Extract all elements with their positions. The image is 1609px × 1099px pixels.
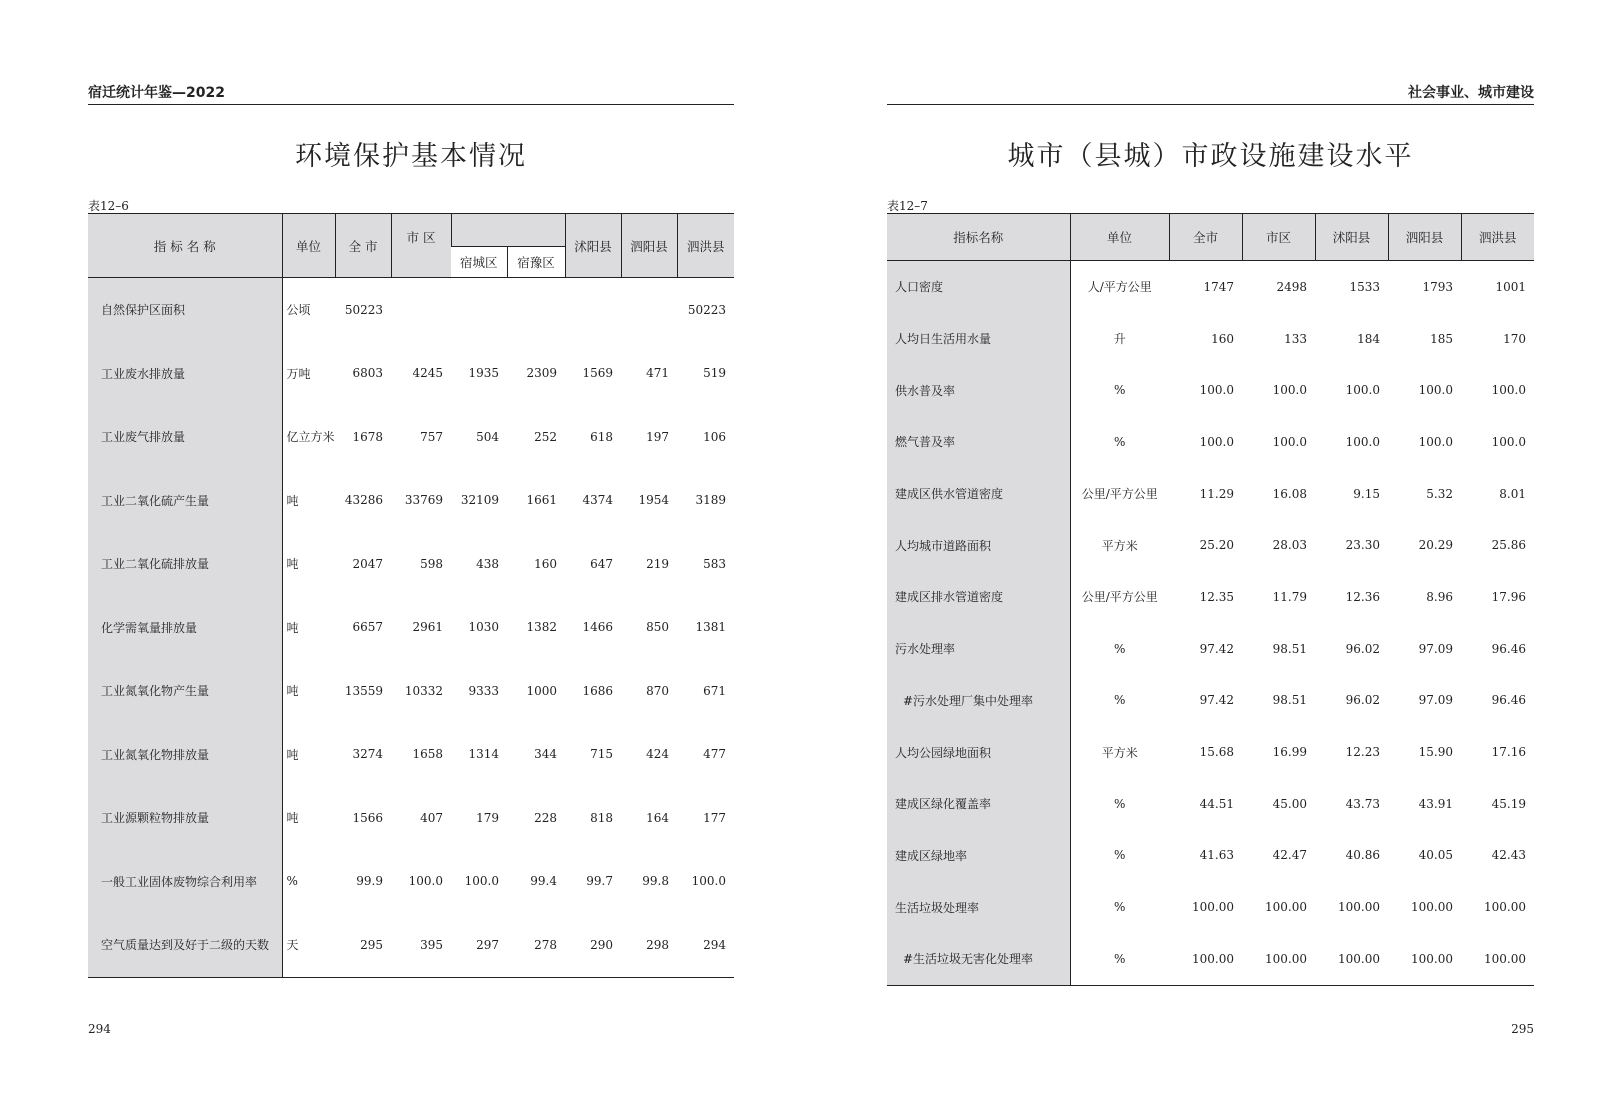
value-cell — [565, 278, 621, 342]
left-page — [88, 0, 734, 1099]
value-cell: 598 — [420, 556, 443, 571]
value-cell: 100.00 — [1192, 951, 1234, 966]
unit-cell: 平方米 — [1101, 745, 1138, 760]
value-cell: 100.0 — [1345, 383, 1380, 398]
value-cell: 8.96 — [1426, 589, 1453, 604]
value-cell: 40.86 — [1345, 848, 1380, 863]
table-row — [88, 850, 734, 914]
header-shuyang: 沭阳县 — [565, 214, 621, 278]
value-cell: 850 — [646, 620, 669, 635]
indicator-name: 人口密度 — [887, 261, 1070, 313]
value-cell: 28.03 — [1272, 538, 1307, 553]
value-cell: 715 — [590, 747, 613, 762]
indicator-name: 空气质量达到及好于二级的天数 — [88, 913, 282, 977]
header-sihong: 泗洪县 — [1461, 214, 1534, 261]
value-cell: 43.91 — [1418, 796, 1453, 811]
table-row — [887, 881, 1534, 933]
unit-cell: 天 — [286, 938, 299, 953]
value-cell: 1935 — [468, 366, 499, 381]
value-cell: 100.00 — [1338, 951, 1380, 966]
environment-table — [88, 213, 734, 978]
indicator-name: 工业氮氧化物产生量 — [88, 659, 282, 723]
value-cell — [391, 278, 451, 342]
value-cell: 50223 — [344, 302, 383, 317]
value-cell: 4245 — [412, 366, 443, 381]
value-cell: 100.0 — [1418, 434, 1453, 449]
indicator-name: 一般工业固体废物综合利用率 — [88, 850, 282, 914]
value-cell: 100.00 — [1484, 900, 1526, 915]
indicator-name: 自然保护区面积 — [88, 278, 282, 342]
header-sihong: 泗洪县 — [677, 214, 734, 278]
value-cell: 1001 — [1495, 279, 1526, 294]
value-cell: 3274 — [352, 747, 383, 762]
header-unit: 单位 — [282, 214, 335, 278]
value-cell: 100.00 — [1484, 951, 1526, 966]
value-cell: 96.02 — [1345, 641, 1380, 656]
table-row — [887, 519, 1534, 571]
value-cell: 100.0 — [691, 874, 726, 889]
value-cell: 3189 — [695, 493, 726, 508]
value-cell: 6657 — [352, 620, 383, 635]
value-cell: 25.20 — [1199, 538, 1234, 553]
value-cell: 477 — [703, 747, 726, 762]
unit-cell: 吨 — [286, 811, 299, 826]
value-cell: 97.42 — [1199, 641, 1234, 656]
value-cell: 100.00 — [1411, 951, 1453, 966]
table-row — [887, 623, 1534, 675]
indicator-name: 人均公园绿地面积 — [887, 726, 1070, 778]
value-cell: 228 — [534, 810, 557, 825]
indicator-name: 建成区供水管道密度 — [887, 468, 1070, 520]
header-city: 全 市 — [335, 214, 391, 278]
value-cell: 12.23 — [1345, 745, 1380, 760]
value-cell: 647 — [590, 556, 613, 571]
value-cell: 1000 — [526, 683, 557, 698]
table-number-left: 表12–6 — [88, 199, 129, 213]
value-cell: 45.00 — [1272, 796, 1307, 811]
table-row — [88, 405, 734, 469]
header-city: 全市 — [1169, 214, 1242, 261]
header-urban: 市区 — [1242, 214, 1315, 261]
unit-cell: % — [1114, 693, 1126, 708]
indicator-name: 人均城市道路面积 — [887, 519, 1070, 571]
value-cell: 344 — [534, 747, 557, 762]
table-row — [88, 596, 734, 660]
value-cell: 12.35 — [1199, 589, 1234, 604]
header-suchengqu: 宿城区 — [451, 247, 507, 278]
header-siyang: 泗阳县 — [1388, 214, 1461, 261]
value-cell: 1661 — [526, 493, 557, 508]
indicator-name: 供水普及率 — [887, 364, 1070, 416]
table-row — [88, 659, 734, 723]
value-cell: 870 — [646, 683, 669, 698]
indicator-name: 燃气普及率 — [887, 416, 1070, 468]
indicator-name: 化学需氧量排放量 — [88, 596, 282, 660]
value-cell: 618 — [590, 429, 613, 444]
value-cell: 395 — [420, 937, 443, 952]
value-cell: 4374 — [582, 493, 613, 508]
value-cell: 504 — [476, 429, 499, 444]
header-suyuqu: 宿豫区 — [507, 247, 565, 278]
page-number-left: 294 — [88, 1022, 111, 1036]
table-row — [88, 723, 734, 787]
value-cell: 99.4 — [530, 874, 557, 889]
header-shuyang: 沭阳县 — [1315, 214, 1388, 261]
value-cell: 5.32 — [1426, 486, 1453, 501]
value-cell: 100.0 — [1418, 383, 1453, 398]
unit-cell: % — [1114, 434, 1126, 449]
environment-table-body — [88, 278, 734, 978]
table-row — [887, 675, 1534, 727]
value-cell: 1382 — [526, 620, 557, 635]
table-row — [887, 571, 1534, 623]
unit-cell: 平方米 — [1101, 538, 1138, 553]
indicator-name: 人均日生活用水量 — [887, 313, 1070, 365]
header-urban-group — [451, 214, 565, 247]
unit-cell: % — [1114, 951, 1126, 966]
value-cell: 252 — [534, 429, 557, 444]
value-cell: 100.0 — [1272, 383, 1307, 398]
value-cell: 170 — [1503, 331, 1526, 346]
value-cell: 96.46 — [1491, 693, 1526, 708]
value-cell: 179 — [476, 810, 499, 825]
value-cell: 50223 — [687, 302, 726, 317]
value-cell: 471 — [646, 366, 669, 381]
value-cell: 438 — [476, 556, 499, 571]
table-row — [88, 278, 734, 342]
indicator-name: 工业废水排放量 — [88, 342, 282, 406]
value-cell: 16.08 — [1272, 486, 1307, 501]
table-row — [88, 532, 734, 596]
page-title-right: 城市（县城）市政设施建设水平 — [1007, 141, 1414, 172]
value-cell — [621, 278, 677, 342]
value-cell: 9.15 — [1353, 486, 1380, 501]
value-cell: 96.02 — [1345, 693, 1380, 708]
value-cell: 17.16 — [1491, 745, 1526, 760]
value-cell: 2309 — [526, 366, 557, 381]
value-cell: 185 — [1430, 331, 1453, 346]
value-cell: 11.79 — [1272, 589, 1307, 604]
value-cell: 519 — [703, 366, 726, 381]
unit-cell: 升 — [1113, 332, 1126, 347]
page-number-right: 295 — [1511, 1022, 1534, 1036]
value-cell: 97.09 — [1418, 693, 1453, 708]
table-row — [887, 416, 1534, 468]
value-cell: 97.42 — [1199, 693, 1234, 708]
unit-cell: 人/平方公里 — [1087, 280, 1152, 295]
value-cell: 184 — [1357, 331, 1380, 346]
indicator-name: 污水处理率 — [887, 623, 1070, 675]
table-row — [887, 468, 1534, 520]
value-cell: 45.19 — [1491, 796, 1526, 811]
unit-cell: 万吨 — [286, 366, 311, 381]
value-cell — [507, 278, 565, 342]
value-cell: 10332 — [404, 683, 443, 698]
table-row — [887, 778, 1534, 830]
value-cell: 1466 — [582, 620, 613, 635]
value-cell: 671 — [703, 683, 726, 698]
table-row — [88, 469, 734, 533]
value-cell: 6803 — [352, 366, 383, 381]
value-cell: 100.00 — [1265, 900, 1307, 915]
indicator-name: 建成区绿地率 — [887, 830, 1070, 882]
value-cell: 11.29 — [1199, 486, 1234, 501]
value-cell: 424 — [646, 747, 669, 762]
indicator-name: 建成区排水管道密度 — [887, 571, 1070, 623]
value-cell: 583 — [703, 556, 726, 571]
value-cell: 44.51 — [1199, 796, 1234, 811]
value-cell: 164 — [646, 810, 669, 825]
table-number-right: 表12–7 — [887, 199, 928, 213]
unit-cell: % — [1114, 796, 1126, 811]
unit-cell: % — [1114, 848, 1126, 863]
value-cell: 40.05 — [1418, 848, 1453, 863]
table-row — [887, 726, 1534, 778]
value-cell: 100.0 — [1272, 434, 1307, 449]
value-cell: 177 — [703, 810, 726, 825]
value-cell: 25.86 — [1491, 538, 1526, 553]
value-cell: 12.36 — [1345, 589, 1380, 604]
value-cell: 99.8 — [642, 874, 669, 889]
header-siyang: 泗阳县 — [621, 214, 677, 278]
unit-cell: % — [1114, 641, 1126, 656]
value-cell: 100.0 — [1345, 434, 1380, 449]
value-cell: 295 — [360, 937, 383, 952]
value-cell: 43.73 — [1345, 796, 1380, 811]
value-cell: 15.68 — [1199, 745, 1234, 760]
indicator-name: 工业氮氧化物排放量 — [88, 723, 282, 787]
value-cell: 100.00 — [1192, 900, 1234, 915]
value-cell: 13559 — [344, 683, 383, 698]
value-cell: 1314 — [468, 747, 499, 762]
indicator-name: 工业源颗粒物排放量 — [88, 786, 282, 850]
municipal-facilities-table-body — [887, 261, 1534, 986]
municipal-facilities-table — [887, 213, 1534, 986]
value-cell: 106 — [703, 429, 726, 444]
value-cell: 98.51 — [1272, 641, 1307, 656]
value-cell: 9333 — [468, 683, 499, 698]
value-cell: 32109 — [460, 493, 499, 508]
unit-cell: % — [1114, 900, 1126, 915]
value-cell: 1381 — [695, 620, 726, 635]
unit-cell: % — [286, 874, 298, 889]
value-cell: 16.99 — [1272, 745, 1307, 760]
value-cell — [451, 278, 507, 342]
page-title-left: 环境保护基本情况 — [295, 141, 527, 172]
header-urban: 市 区 — [391, 214, 451, 278]
value-cell: 1533 — [1349, 279, 1380, 294]
value-cell: 17.96 — [1491, 589, 1526, 604]
value-cell: 2961 — [412, 620, 443, 635]
value-cell: 41.63 — [1199, 848, 1234, 863]
indicator-name: #生活垃圾无害化处理率 — [887, 933, 1070, 985]
value-cell: 197 — [646, 429, 669, 444]
unit-cell: % — [1114, 383, 1126, 398]
table-row — [887, 830, 1534, 882]
value-cell: 100.0 — [1199, 434, 1234, 449]
value-cell: 818 — [590, 810, 613, 825]
value-cell: 23.30 — [1345, 538, 1380, 553]
running-head-right: 社会事业、城市建设 — [887, 82, 1534, 105]
unit-cell: 公里/平方公里 — [1081, 590, 1158, 605]
value-cell: 219 — [646, 556, 669, 571]
unit-cell: 吨 — [286, 747, 299, 762]
value-cell: 100.0 — [1491, 434, 1526, 449]
indicator-name: 工业二氧化硫排放量 — [88, 532, 282, 596]
table-row — [887, 313, 1534, 365]
indicator-name: 生活垃圾处理率 — [887, 881, 1070, 933]
value-cell: 100.0 — [1199, 383, 1234, 398]
value-cell: 100.0 — [1491, 383, 1526, 398]
header-unit: 单位 — [1070, 214, 1169, 261]
value-cell: 2498 — [1276, 279, 1307, 294]
table-row — [88, 342, 734, 406]
value-cell: 20.29 — [1418, 538, 1453, 553]
value-cell: 2047 — [352, 556, 383, 571]
value-cell: 99.7 — [586, 874, 613, 889]
value-cell: 42.47 — [1272, 848, 1307, 863]
value-cell: 33769 — [404, 493, 443, 508]
indicator-name: #污水处理厂集中处理率 — [887, 675, 1070, 727]
value-cell: 290 — [590, 937, 613, 952]
unit-cell: 吨 — [286, 493, 299, 508]
unit-cell: 亿立方米 — [286, 430, 335, 445]
unit-cell: 公顷 — [286, 303, 311, 318]
table-row — [887, 933, 1534, 985]
value-cell: 100.0 — [408, 874, 443, 889]
running-head-left: 宿迁统计年鉴—2022 — [88, 82, 734, 105]
value-cell: 100.00 — [1265, 951, 1307, 966]
indicator-name: 建成区绿化覆盖率 — [887, 778, 1070, 830]
value-cell: 97.09 — [1418, 641, 1453, 656]
value-cell: 8.01 — [1499, 486, 1526, 501]
right-page — [887, 0, 1534, 1099]
value-cell: 1658 — [412, 747, 443, 762]
value-cell: 100.00 — [1411, 900, 1453, 915]
value-cell: 1747 — [1203, 279, 1234, 294]
table-row — [887, 261, 1534, 313]
value-cell: 278 — [534, 937, 557, 952]
value-cell: 294 — [703, 937, 726, 952]
value-cell: 297 — [476, 937, 499, 952]
value-cell: 133 — [1284, 331, 1307, 346]
value-cell: 1678 — [352, 429, 383, 444]
value-cell: 1569 — [582, 366, 613, 381]
value-cell: 100.0 — [464, 874, 499, 889]
value-cell: 42.43 — [1491, 848, 1526, 863]
indicator-name: 工业二氧化硫产生量 — [88, 469, 282, 533]
value-cell: 407 — [420, 810, 443, 825]
value-cell: 43286 — [344, 493, 383, 508]
value-cell: 160 — [1211, 331, 1234, 346]
header-indicator: 指标名称 — [887, 214, 1070, 261]
table-row — [88, 913, 734, 977]
indicator-name: 工业废气排放量 — [88, 405, 282, 469]
table-row — [887, 364, 1534, 416]
value-cell: 757 — [420, 429, 443, 444]
value-cell: 98.51 — [1272, 693, 1307, 708]
unit-cell: 公里/平方公里 — [1081, 487, 1158, 502]
unit-cell: 吨 — [286, 557, 299, 572]
value-cell: 298 — [646, 937, 669, 952]
value-cell: 1954 — [638, 493, 669, 508]
unit-cell: 吨 — [286, 620, 299, 635]
value-cell: 1793 — [1422, 279, 1453, 294]
value-cell: 15.90 — [1418, 745, 1453, 760]
value-cell: 1686 — [582, 683, 613, 698]
value-cell: 99.9 — [356, 874, 383, 889]
value-cell: 1566 — [352, 810, 383, 825]
value-cell: 160 — [534, 556, 557, 571]
table-row — [88, 786, 734, 850]
value-cell: 96.46 — [1491, 641, 1526, 656]
value-cell: 100.00 — [1338, 900, 1380, 915]
unit-cell: 吨 — [286, 684, 299, 699]
header-indicator: 指 标 名 称 — [88, 214, 282, 278]
value-cell: 1030 — [468, 620, 499, 635]
